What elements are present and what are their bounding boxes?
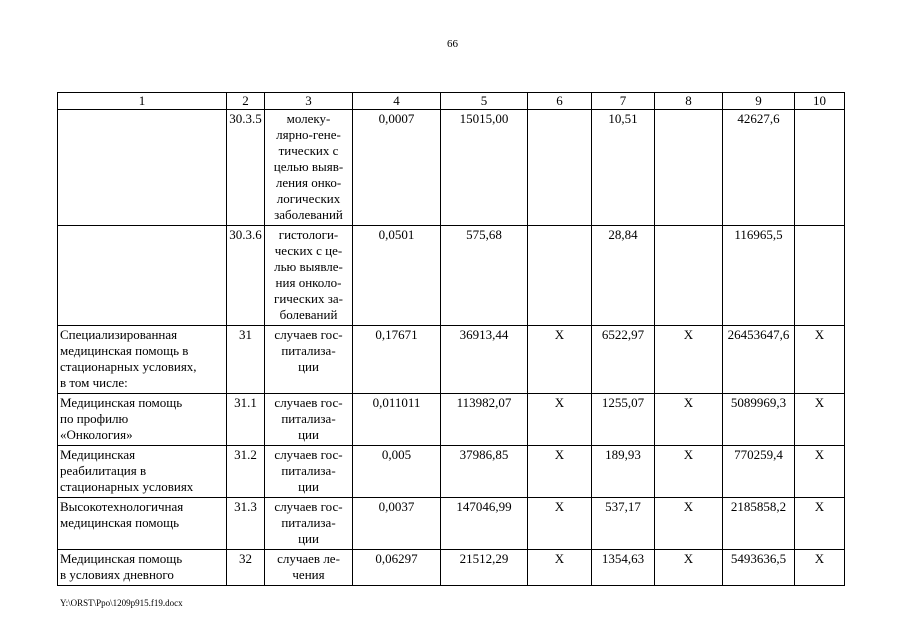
row-cell-10: Х	[795, 326, 845, 394]
row-cell-8: Х	[655, 498, 723, 550]
row-cell-9: 42627,6	[723, 110, 795, 226]
row-cell-8: Х	[655, 446, 723, 498]
row-number-cell: 31.2	[227, 446, 265, 498]
row-cell-4: 0,06297	[353, 550, 441, 586]
row-cell-5: 575,68	[441, 226, 528, 326]
page-number: 66	[447, 38, 458, 50]
header-cell: 8	[655, 93, 723, 110]
row-cell-6: Х	[528, 326, 592, 394]
row-cell-9: 5089969,3	[723, 394, 795, 446]
row-cell-7: 537,17	[592, 498, 655, 550]
row-cell-9: 770259,4	[723, 446, 795, 498]
row-number-cell: 30.3.6	[227, 226, 265, 326]
header-cell: 6	[528, 93, 592, 110]
row-cell-7: 6522,97	[592, 326, 655, 394]
row-unit-cell: молеку- лярно-гене- тических с целью выяв- ления онко- логических заболеваний	[265, 110, 353, 226]
row-cell-8: Х	[655, 326, 723, 394]
row-cell-9: 116965,5	[723, 226, 795, 326]
row-cell-8	[655, 226, 723, 326]
row-cell-10: Х	[795, 446, 845, 498]
row-cell-5: 36913,44	[441, 326, 528, 394]
row-cell-5: 21512,29	[441, 550, 528, 586]
row-number-cell: 31.1	[227, 394, 265, 446]
row-cell-10: Х	[795, 394, 845, 446]
row-cell-7: 1354,63	[592, 550, 655, 586]
row-name-cell: Специализированная медицинская помощь в стационарных условиях, в том числе:	[58, 326, 227, 394]
row-unit-cell: случаев ле- чения	[265, 550, 353, 586]
row-name-cell: Медицинская помощь в условиях дневного	[58, 550, 227, 586]
header-cell: 9	[723, 93, 795, 110]
row-cell-4: 0,005	[353, 446, 441, 498]
row-cell-9: 26453647,6	[723, 326, 795, 394]
row-cell-6: Х	[528, 550, 592, 586]
row-cell-10: Х	[795, 498, 845, 550]
row-unit-cell: случаев гос- питализа- ции	[265, 326, 353, 394]
row-cell-7: 1255,07	[592, 394, 655, 446]
row-cell-4: 0,0037	[353, 498, 441, 550]
table-row	[58, 226, 845, 326]
row-cell-4: 0,17671	[353, 326, 441, 394]
row-number-cell: 32	[227, 550, 265, 586]
row-cell-7: 28,84	[592, 226, 655, 326]
header-cell: 7	[592, 93, 655, 110]
row-cell-5: 113982,07	[441, 394, 528, 446]
header-cell: 5	[441, 93, 528, 110]
row-cell-8: Х	[655, 394, 723, 446]
row-unit-cell: случаев гос- питализа- ции	[265, 498, 353, 550]
row-number-cell: 31	[227, 326, 265, 394]
table-row	[58, 550, 845, 586]
header-cell: 10	[795, 93, 845, 110]
header-cell: 2	[227, 93, 265, 110]
row-cell-7: 10,51	[592, 110, 655, 226]
row-name-cell: Медицинская реабилитация в стационарных условиях	[58, 446, 227, 498]
table-row	[58, 110, 845, 226]
row-name-cell: Высокотехнологичная медицинская помощь	[58, 498, 227, 550]
header-cell: 4	[353, 93, 441, 110]
row-number-cell: 30.3.5	[227, 110, 265, 226]
row-name-cell	[58, 226, 227, 326]
header-cell: 3	[265, 93, 353, 110]
row-cell-4: 0,0501	[353, 226, 441, 326]
row-cell-6: Х	[528, 446, 592, 498]
row-cell-5: 147046,99	[441, 498, 528, 550]
row-cell-8	[655, 110, 723, 226]
header-cell: 1	[58, 93, 227, 110]
row-cell-4: 0,0007	[353, 110, 441, 226]
row-unit-cell: гистологи- ческих с це- лью выявле- ния онколо- гических за- болеваний	[265, 226, 353, 326]
row-unit-cell: случаев гос- питализа- ции	[265, 394, 353, 446]
row-cell-4: 0,011011	[353, 394, 441, 446]
row-cell-6	[528, 110, 592, 226]
data-table	[57, 92, 845, 586]
row-cell-8: Х	[655, 550, 723, 586]
row-cell-5: 37986,85	[441, 446, 528, 498]
table-row	[58, 326, 845, 394]
row-cell-6	[528, 226, 592, 326]
footer-file-path: Y:\ORST\Ppo\1209p915.f19.docx	[60, 598, 183, 608]
row-cell-10	[795, 110, 845, 226]
table-row	[58, 446, 845, 498]
row-cell-10	[795, 226, 845, 326]
row-number-cell: 31.3	[227, 498, 265, 550]
row-name-cell	[58, 110, 227, 226]
row-cell-10: Х	[795, 550, 845, 586]
row-cell-6: Х	[528, 498, 592, 550]
table-header-row	[58, 93, 845, 110]
row-name-cell: Медицинская помощь по профилю «Онкология»	[58, 394, 227, 446]
row-cell-6: Х	[528, 394, 592, 446]
row-cell-9: 5493636,5	[723, 550, 795, 586]
table-row	[58, 498, 845, 550]
row-cell-7: 189,93	[592, 446, 655, 498]
table-row	[58, 394, 845, 446]
row-cell-5: 15015,00	[441, 110, 528, 226]
row-unit-cell: случаев гос- питализа- ции	[265, 446, 353, 498]
row-cell-9: 2185858,2	[723, 498, 795, 550]
